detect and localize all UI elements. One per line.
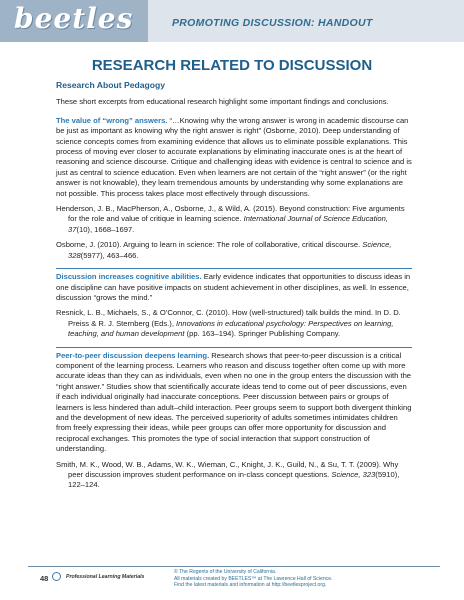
page-title: RESEARCH RELATED TO DISCUSSION: [91, 57, 373, 74]
ref-text: Osborne, J. (2010). Arguing to learn in science: The role of collaborative, critical discourse.: [56, 240, 363, 250]
peer-body: Research shows that peer-to-peer discussion is a critical component of the learning process. Learners who reason and discuss together often come up with more accurate ideas than they can as individuals, even when no one in the group enters the discussion with the “right answer.” Studies show that scientifically accurate ideas tend to come out of peer discussions, even if each individual originally had inaccurate conceptions. Peer discussion between pairs or groups of learners is less hindered than adult–child interaction. Peer groups seem to support both divergent thinking and the development of new ideas. The perceived superiority of adults sometimes intimidates children from freely expressing their ideas, while peer groups can offer more opportunity for discussion and reciprocal exchanges. This promotes the type of social interaction that support construction of understanding.: [56, 350, 412, 454]
copyright-notice: [174, 569, 424, 589]
ref-text: Henderson, J. B., MacPherson, A., Osborne, J., & Wild, A. (2015). Beyond construction: Five arguments for the role and value of critique in learning science.: [56, 204, 405, 224]
wrong-answers-paragraph: [56, 116, 412, 199]
page-number: 48: [40, 574, 49, 583]
footer-divider: [28, 566, 440, 567]
copyright-line: All materials created by BEETLES™ at The Lawrence Hall of Science.: [174, 575, 333, 582]
intro-paragraph: These short excerpts from educational research highlight some important findings and conclusions.: [56, 97, 389, 107]
peer-paragraph: [56, 351, 412, 455]
section-heading: Research About Pedagogy: [56, 80, 166, 90]
ref-text: Smith, M. K., Wood, W. B., Adams, W. K., Wieman, C., Knight, J. K., Guild, N., & Su, T. T. (2009). Why peer discussion improves student performance on in-class concept questions.: [56, 459, 399, 479]
ref-text: (10), 1668–1697.: [76, 224, 135, 234]
reference-osborne: [56, 240, 412, 261]
reference-smith: [56, 460, 412, 491]
ref-text: (5977), 463–466.: [80, 250, 139, 260]
peer-lead: Peer-to-peer discussion deepens learning.: [56, 350, 210, 360]
ref-book-title: Innovations in educational psychology: Perspectives on learning, teaching, and human development: [68, 318, 394, 339]
footer-section-label: Professional Learning Materials: [66, 574, 145, 580]
copyright-line: © The Regents of the University of California.: [174, 569, 277, 575]
section-divider: [56, 268, 412, 269]
main-content: [56, 80, 412, 491]
beetles-logo: beetles: [14, 2, 134, 35]
copyright-line: Find the latest materials and information at http://beetlesproject.org.: [174, 582, 327, 589]
cognitive-paragraph: [56, 272, 412, 303]
cognitive-lead: Discussion increases cognitive abilities.: [56, 272, 202, 282]
ref-journal: Science, 323: [331, 470, 376, 479]
ref-journal: Science, 328: [68, 240, 392, 260]
reference-henderson: [56, 204, 412, 235]
wrong-answers-lead: The value of “wrong” answers.: [56, 115, 168, 125]
ref-text: Resnick, L. B., Michaels, S., & O’Connor, C. (2010). How (well-structured) talk builds the mind. In D. D. Preiss & R. J. Sternberg (Eds.),: [56, 308, 401, 328]
ref-text: (pp. 163–194). Springer Publishing Company.: [184, 329, 341, 339]
cognitive-body: Early evidence indicates that opportunities to discuss ideas in one discipline can have positive impacts on student achievement in other disciplines, as well. In essence, discussion “grows the mind.”: [56, 272, 411, 302]
section-label: PROMOTING DISCUSSION: HANDOUT: [172, 17, 373, 29]
ref-journal: International Journal of Science Education, 37: [68, 214, 388, 234]
professional-learning-icon: [52, 572, 61, 581]
reference-resnick: [56, 308, 412, 339]
section-divider: [56, 347, 412, 348]
page-header: [0, 0, 464, 42]
beetles-logo-box: [0, 0, 148, 42]
wrong-answers-body: “…Knowing why the wrong answer is wrong in academic discourse can be just as important as knowing why the right answer is right” (Osborne, 2010). Deep understanding of science concepts comes from examining evidence that allows us to eliminate possible explanations. This process of moving ever closer to accurate explanations by eliminating inaccurate ones is at the heart of reasoning and science discourse. Critique and challenging ideas with evidence is central to science and is just as central to science education. Even when learners are not certain of the “right answer” (or the right answer is not knowable), they learn tremendous amounts by understanding why some explanations are not possible. This process takes place most effectively through discussions.: [56, 115, 412, 198]
ref-text: (5910), 122–124.: [68, 470, 400, 490]
